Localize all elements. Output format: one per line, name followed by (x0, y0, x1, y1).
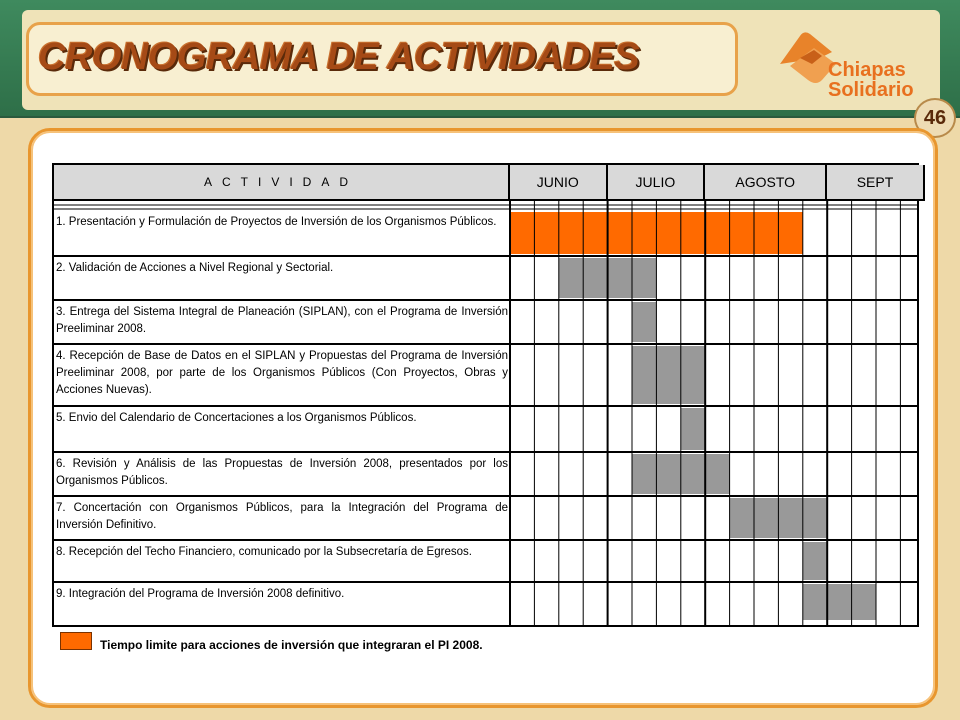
logo-line-1: Chiapas (828, 59, 906, 81)
month-header-junio: JUNIO (510, 165, 608, 201)
logo-line-2: Solidario (828, 79, 914, 101)
activity-row-3: 3. Entrega del Sistema Integral de Planeación (SIPLAN), con el Programa de Inversión Preeliminar 2008. (56, 306, 508, 335)
activity-row-1: 1. Presentación y Formulación de Proyectos de Inversión de los Organismos Públicos. (56, 216, 497, 228)
activity-row-6: 6. Revisión y Análisis de las Propuestas de Inversión 2008, presentados por los Organismos Públicos. (56, 458, 508, 487)
activity-row-4: 4. Recepción de Base de Datos en el SIPLAN y Propuestas del Programa de Inversión Preeliminar 2008, por parte de los Organismos Públicos (Con Proyectos, Obras y Acciones Nuevas). (56, 350, 508, 396)
month-header-julio: JULIO (608, 165, 706, 201)
month-header-agosto: AGOSTO (705, 165, 827, 201)
activity-row-5: 5. Envio del Calendario de Concertaciones a los Organismos Públicos. (56, 412, 417, 424)
legend-swatch (60, 632, 92, 650)
legend-text: Tiempo limite para acciones de inversión que integraran el PI 2008. (100, 638, 483, 652)
gantt-bar-row-8 (803, 542, 827, 580)
logo-wordmark (828, 60, 914, 100)
gantt-bar-row-4 (632, 346, 705, 404)
page-title: CRONOGRAMA DE ACTIVIDADES (38, 36, 640, 78)
month-header-sept: SEPT (827, 165, 925, 201)
gantt-bar-row-9 (803, 584, 876, 620)
activity-row-2: 2. Validación de Acciones a Nivel Regional y Sectorial. (56, 262, 334, 274)
page-number-badge: 46 (914, 98, 956, 138)
activity-row-8: 8. Recepción del Techo Financiero, comunicado por la Subsecretaría de Egresos. (56, 546, 472, 558)
activity-row-7: 7. Concertación con Organismos Públicos, para la Integración del Programa de Inversión Definitivo. (56, 502, 508, 531)
activity-column-header: ACTIVIDAD (54, 165, 510, 201)
gantt-bar-row-5 (681, 408, 705, 450)
gantt-table (52, 163, 919, 627)
activity-row-9: 9. Integración del Programa de Inversión 2008 definitivo. (56, 588, 345, 600)
gantt-bar-row-3 (632, 302, 656, 342)
